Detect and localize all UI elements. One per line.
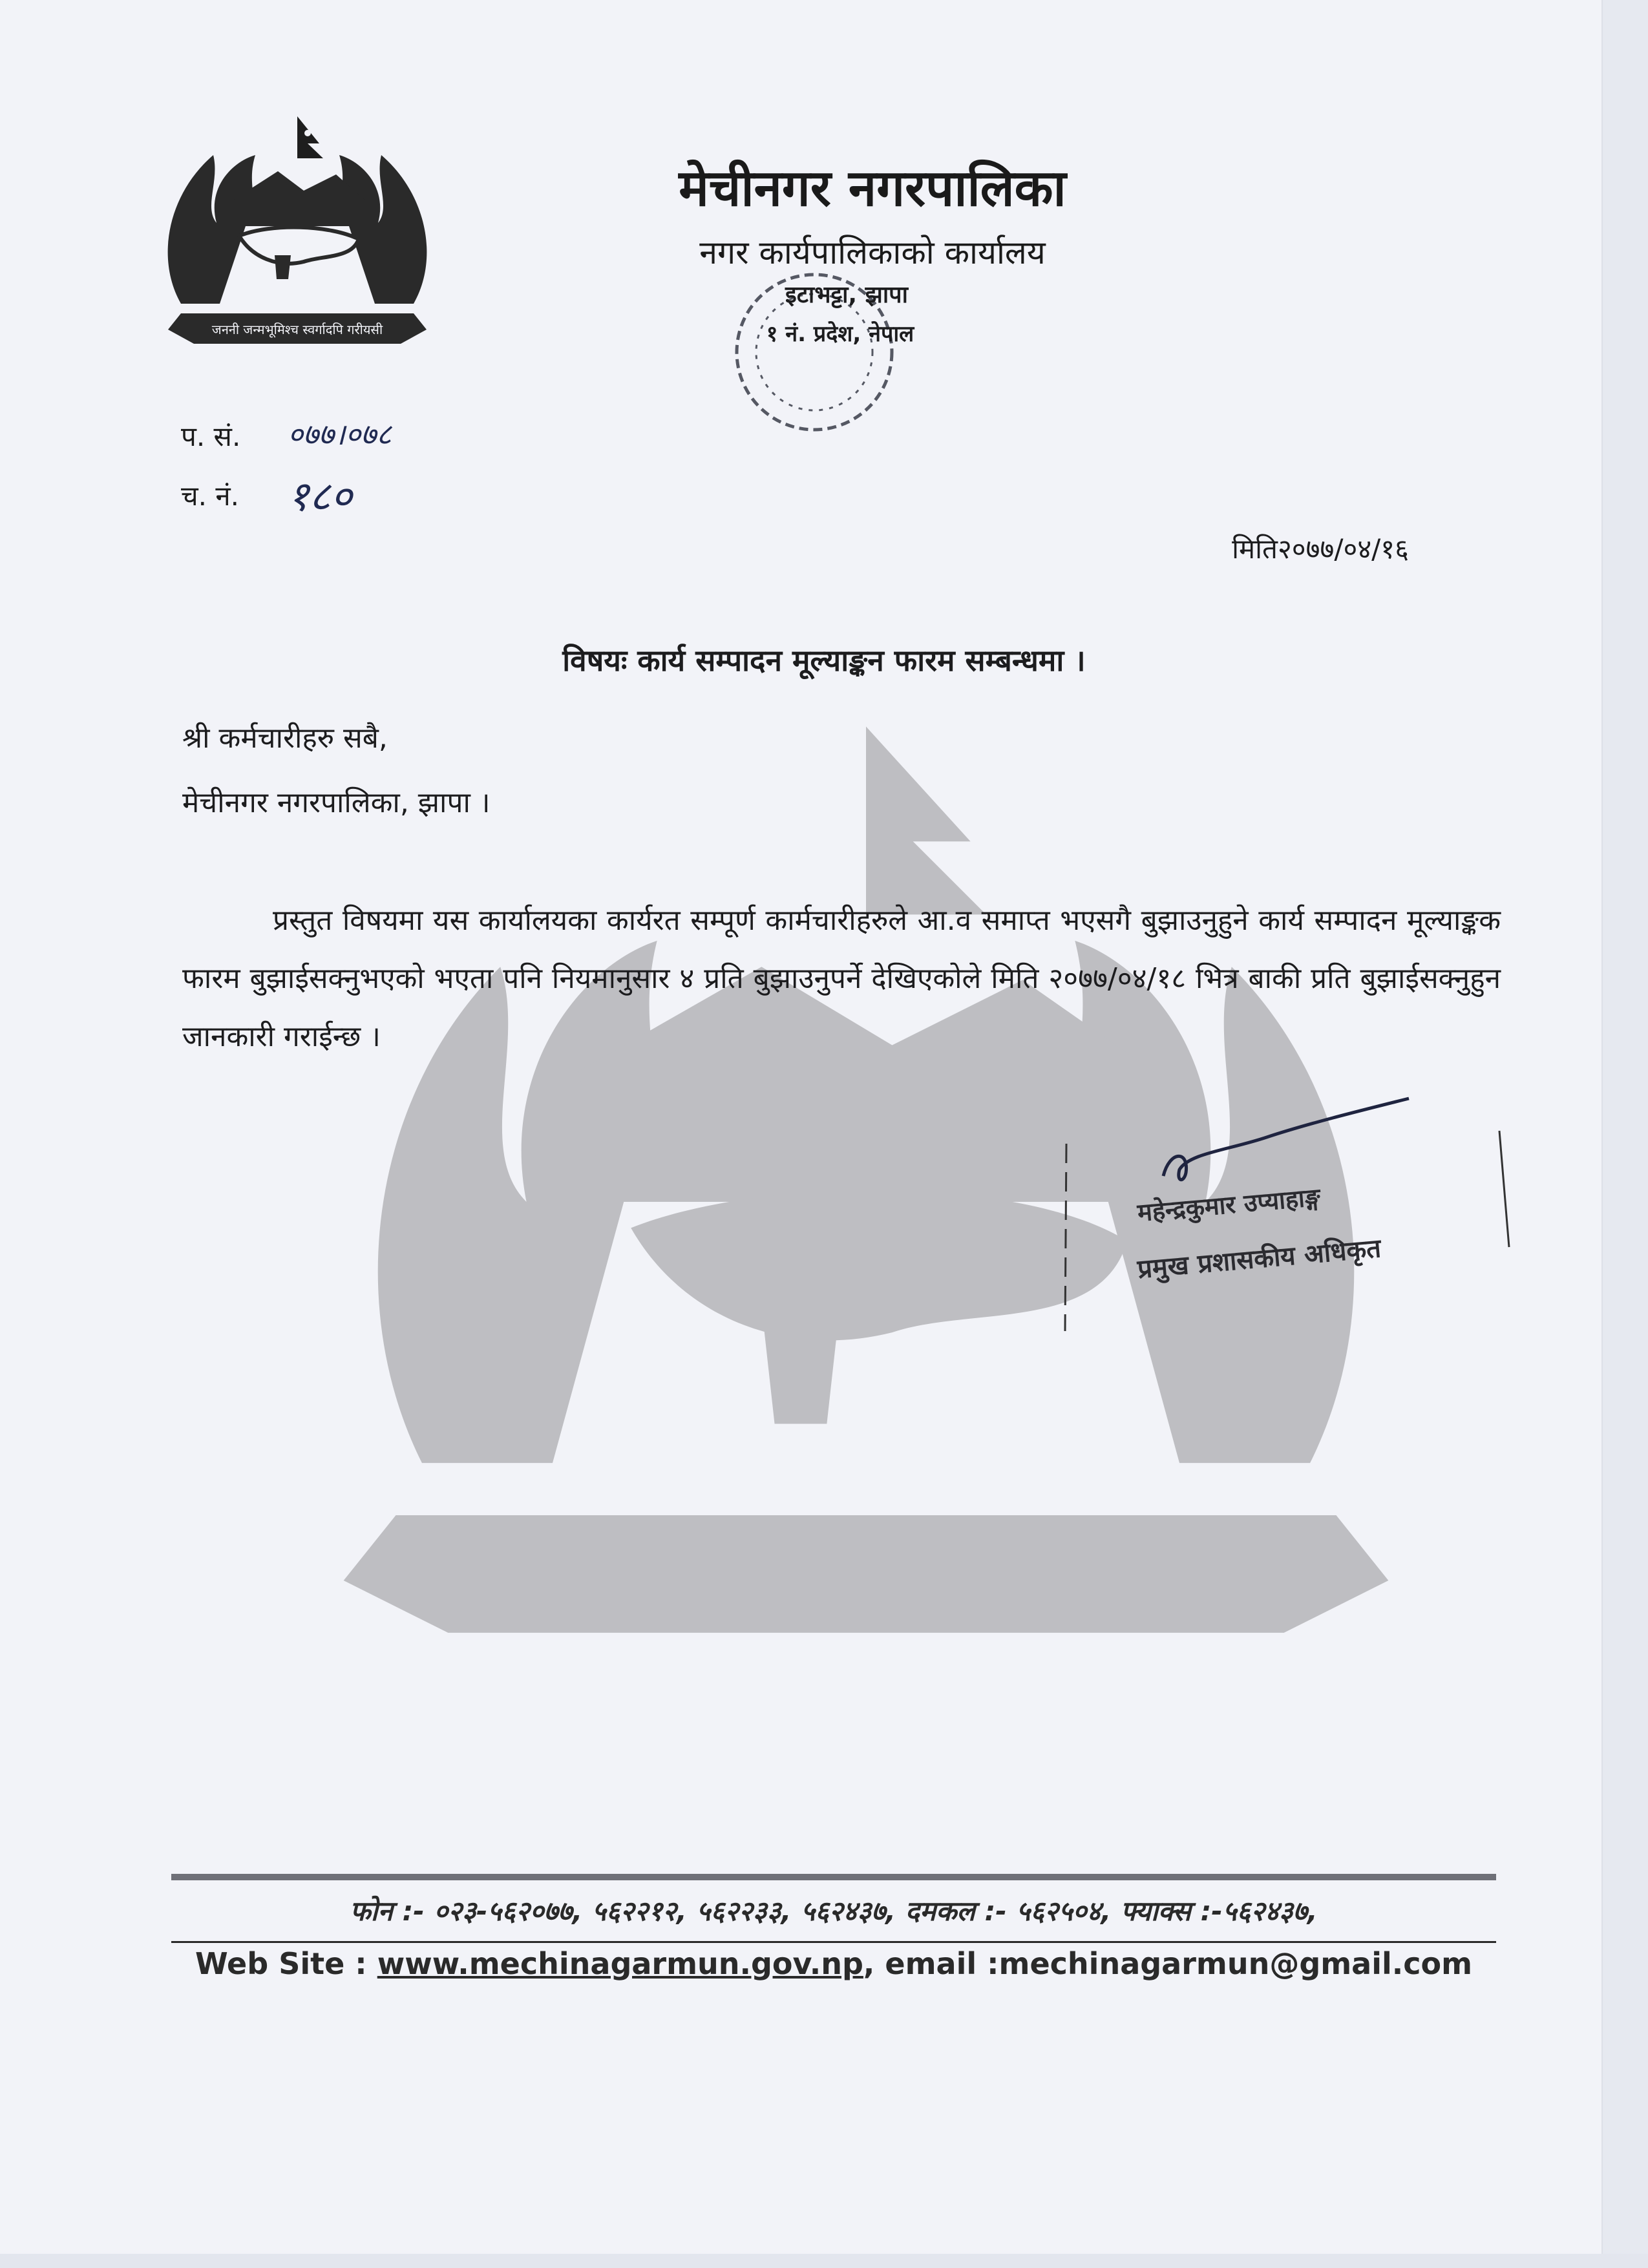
signatory-name: महेन्द्रकुमार उप्याहाङ्ग	[1136, 1182, 1322, 1227]
subject-line: विषयः कार्य सम्पादन मूल्याङ्कन फारम सम्बन्धमा ।	[562, 643, 1086, 678]
letter-date: मिति२०७७/०४/१६	[1232, 533, 1409, 565]
website-link[interactable]: www.mechinagarmun.gov.np	[377, 1946, 863, 1981]
office-name: मेचीनगर नगरपालिका	[679, 160, 1066, 218]
signatory-post: प्रमुख प्रशासकीय अधिकृत	[1136, 1234, 1382, 1285]
scan-edge	[1601, 0, 1648, 2268]
footer-web	[171, 1946, 1496, 1981]
chalani-label: च. नं.	[181, 480, 240, 512]
footer-contact: फोन :- ०२३-५६२०७७, ५६२२१२, ५६२२३३, ५६२४३७, दमकल :- ५६२५०४, फ्याक्स :-५६२४३७,	[350, 1895, 1318, 1927]
address-line-2: १ नं. प्रदेश, नेपाल	[766, 321, 914, 347]
emblem-motto: जननी जन्मभूमिश्च स्वर्गादपि गरीयसी	[211, 322, 383, 337]
nepal-emblem	[142, 110, 452, 362]
address-line-1: इटाभट्टा, झापा	[785, 282, 908, 308]
office-subtitle: नगर कार्यपालिकाको कार्यालय	[699, 234, 1046, 271]
chalani-value: १८०	[288, 473, 352, 521]
scan-bottom-edge	[0, 2254, 1648, 2268]
footer-rule-top	[171, 1874, 1496, 1880]
web-label: Web Site :	[195, 1946, 367, 1981]
addressee-line-2: मेचीनगर नगरपालिका, झापा ।	[182, 786, 491, 819]
patra-sankhya-label: प. सं.	[181, 421, 241, 452]
letter-body: प्रस्तुत विषयमा यस कार्यालयका कार्यरत सम्पूर्ण कार्मचारीहरुले आ.व समाप्त भएसगै बुझाउनुहुने कार्य सम्पादन मूल्याङ्कक फारम बुझाईसक्नुभएको भएता पनि नियमानुसार ४ प्रति बुझाउनुपर्ने देखिएकोले मिति २०७७/०४/१८ भित्र बाकी प्रति बुझाईसक्नुहुन जानकारी गराईन्छ ।	[182, 904, 1501, 1053]
email-label: , email :	[863, 1946, 999, 1981]
footer-rule	[171, 1941, 1496, 1943]
email-link[interactable]: mechinagarmun@gmail.com	[998, 1946, 1473, 1981]
patra-sankhya-value: ०७७।०७८	[288, 417, 392, 452]
addressee-line-1: श्री कर्मचारीहरु सबै,	[182, 722, 388, 755]
